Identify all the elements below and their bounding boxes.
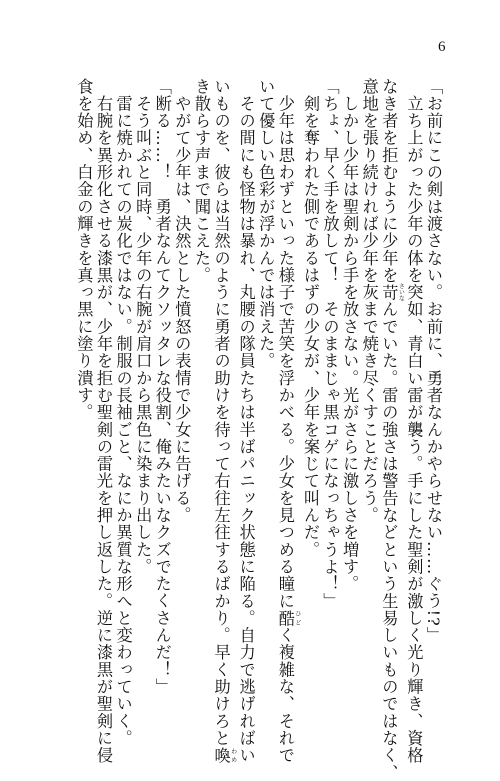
text-line bbox=[113, 78, 133, 747]
furigana-ruby bbox=[379, 283, 405, 302]
ruby-base: 酷 bbox=[275, 609, 295, 627]
text-line bbox=[340, 78, 360, 648]
ruby-base: 苛 bbox=[379, 283, 399, 302]
text-line bbox=[191, 78, 211, 648]
text-line-content: いて優しい色彩が浮かんでは消えた。 bbox=[256, 78, 276, 370]
text-line-content: 「断る……！ 勇者なんてクソッタレな役割、俺みたいなクズでたくさんだ！」 bbox=[152, 78, 172, 696]
text-line-content: 右腕を異形化させる漆黒が、少年を拒む聖剣の雷光を押し返した。逆に漆黒が聖剣に侵 bbox=[94, 78, 113, 764]
text-line-content: やがて少年は、決然とした憤怒の表情で少女に告げる。 bbox=[172, 78, 192, 524]
text-line bbox=[133, 78, 153, 648]
text-line-content: 意地を張り続ければ少年を灰まで焼き尽くすことだろう。 bbox=[359, 78, 379, 524]
text-line-content: 食を始め、白金の輝きを真っ黒に塗り潰す。 bbox=[74, 78, 94, 421]
ruby-base: 喚 bbox=[211, 746, 231, 765]
text-line-content: なき者を拒むように少年を bbox=[379, 78, 399, 284]
text-line bbox=[74, 78, 94, 648]
text-line bbox=[93, 78, 113, 764]
text-line-continuation: く複雑な、それで bbox=[275, 626, 295, 765]
text-line-content: いものを、彼らは当然のように勇者の助けを待って右往左往するばかり。早く助けろと bbox=[211, 78, 231, 747]
text-line bbox=[236, 78, 256, 764]
text-line-content: その間にも怪物は暴れ、丸腰の隊員たちは半ばパニック状態に陥る。自力で逃げればい bbox=[236, 78, 256, 764]
text-line-content: 少年は思わずといった様子で苦笑を浮かべる。少女を見つめる瞳に bbox=[275, 78, 295, 610]
furigana-ruby bbox=[211, 746, 237, 765]
text-line bbox=[256, 78, 276, 648]
text-line-content: しかし少年は聖剣から手を放さない。光がさらに激しさを増す。 bbox=[340, 78, 360, 593]
text-line bbox=[275, 78, 301, 765]
text-line bbox=[211, 78, 237, 765]
text-line bbox=[423, 78, 443, 648]
text-line-continuation: んでいた。雷の強さは警告などという生易しいものではなく、 bbox=[379, 300, 399, 781]
text-line-content: き散らす声まで聞こえた。 bbox=[191, 78, 211, 284]
text-line-content: 「お前にこの剣は渡さない。お前に、勇者なんかやらせない……ぐう!?」 bbox=[424, 78, 443, 644]
text-line bbox=[172, 78, 192, 648]
ruby-reading: さいな bbox=[397, 283, 405, 302]
ruby-reading: ひど bbox=[293, 609, 301, 627]
text-line bbox=[404, 78, 424, 764]
text-line bbox=[379, 78, 405, 781]
text-line-content: 「ちょ、早く手を放して！ そのままじゃ黒コゲになっちゃうよ！」 bbox=[320, 78, 340, 610]
text-line bbox=[320, 78, 340, 648]
text-line bbox=[359, 78, 379, 648]
page-number: 6 bbox=[438, 39, 446, 55]
vertical-text-body bbox=[74, 78, 443, 781]
furigana-ruby bbox=[275, 609, 301, 627]
text-line-content: 雷に焼かれての炭化ではない。制服の長袖ごと、なにか異質な形へと変わっていく。 bbox=[113, 78, 133, 747]
ruby-reading: わめ bbox=[229, 746, 237, 764]
text-line-content: 立ち上がった少年の体を突如、青白い雷が襲う。手にした聖剣が激しく光り輝き、資格 bbox=[404, 78, 424, 764]
text-line bbox=[152, 78, 172, 696]
text-line-content: 剣を奪われた側であるはずの少女が、少年を案じて叫んだ。 bbox=[300, 78, 320, 559]
text-line-content: そう叫ぶと同時、少年の右腕が肩口から黒色に染まり出した。 bbox=[133, 78, 153, 576]
text-line bbox=[300, 78, 320, 648]
